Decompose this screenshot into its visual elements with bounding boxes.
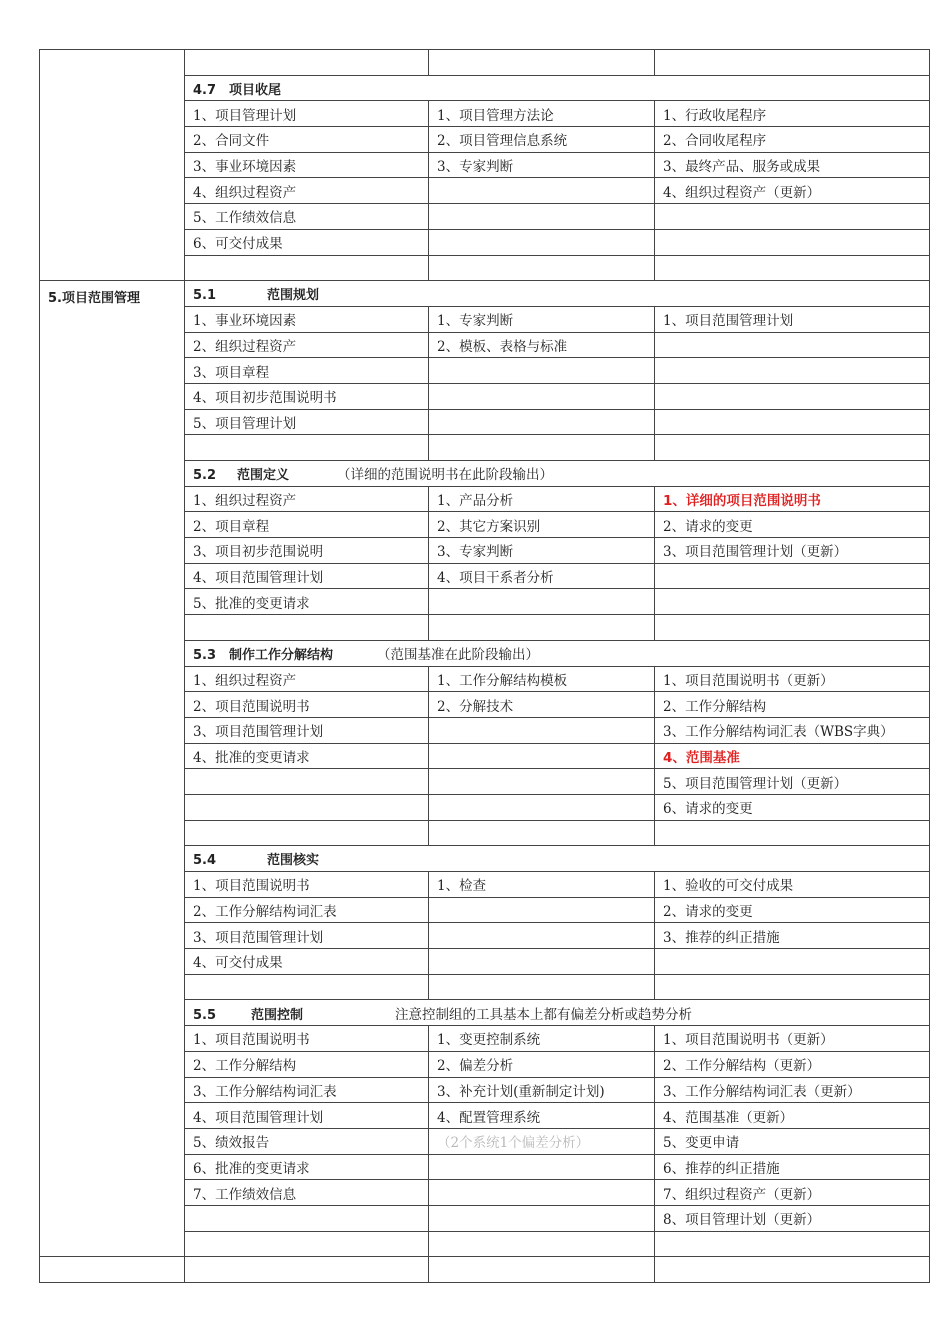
input-cell: 1、项目范围说明书 <box>185 1026 429 1052</box>
input-cell: 3、事业环境因素 <box>185 152 429 178</box>
output-cell: 4、组织过程资产（更新） <box>655 178 930 204</box>
output-cell: 3、最终产品、服务或成果 <box>655 152 930 178</box>
output-cell <box>655 383 930 409</box>
output-cell: 2、工作分解结构 <box>655 692 930 718</box>
tool-cell <box>429 383 655 409</box>
process-table <box>39 49 930 1283</box>
tool-cell <box>429 409 655 435</box>
input-cell: 3、项目范围管理计划 <box>185 923 429 949</box>
input-cell: 5、绩效报告 <box>185 1128 429 1154</box>
input-cell: 2、项目章程 <box>185 512 429 538</box>
tool-cell <box>429 204 655 230</box>
input-cell: 1、事业环境因素 <box>185 306 429 332</box>
tool-cell: 2、模板、表格与标准 <box>429 332 655 358</box>
chapter-label: 5.项目范围管理 <box>40 281 185 1257</box>
tool-cell: 1、检查 <box>429 872 655 898</box>
output-cell: 1、项目范围说明书（更新） <box>655 666 930 692</box>
section-number: 5.2 <box>193 468 217 484</box>
output-cell: 3、工作分解结构词汇表（WBS字典） <box>655 717 930 743</box>
output-cell <box>655 229 930 255</box>
tool-cell <box>429 949 655 975</box>
tool-cell <box>429 743 655 769</box>
tool-cell: 1、项目管理方法论 <box>429 101 655 127</box>
tool-cell: 1、专家判断 <box>429 306 655 332</box>
output-cell: 3、工作分解结构词汇表（更新） <box>655 1077 930 1103</box>
input-cell: 2、组织过程资产 <box>185 332 429 358</box>
input-cell: 1、组织过程资产 <box>185 486 429 512</box>
output-cell <box>655 332 930 358</box>
input-cell: 5、工作绩效信息 <box>185 204 429 230</box>
input-cell: 1、项目管理计划 <box>185 101 429 127</box>
tool-cell: 1、工作分解结构模板 <box>429 666 655 692</box>
tool-cell <box>429 794 655 820</box>
input-cell <box>185 1205 429 1231</box>
section-title: 范围定义 <box>237 468 290 484</box>
tool-cell <box>429 1180 655 1206</box>
input-cell: 4、可交付成果 <box>185 949 429 975</box>
input-cell: 5、项目管理计划 <box>185 409 429 435</box>
input-cell: 4、项目范围管理计划 <box>185 1103 429 1129</box>
tool-cell <box>429 178 655 204</box>
section-title: 范围核实 <box>267 853 320 869</box>
tool-cell: 1、产品分析 <box>429 486 655 512</box>
output-cell <box>655 589 930 615</box>
section-header-5-1 <box>40 281 930 307</box>
output-cell <box>655 204 930 230</box>
input-cell: 3、工作分解结构词汇表 <box>185 1077 429 1103</box>
input-cell: 6、批准的变更请求 <box>185 1154 429 1180</box>
input-cell: 1、项目范围说明书 <box>185 872 429 898</box>
output-cell: 8、项目管理计划（更新） <box>655 1205 930 1231</box>
input-cell: 3、项目章程 <box>185 358 429 384</box>
output-cell: 1、项目范围说明书（更新） <box>655 1026 930 1052</box>
output-cell: 5、项目范围管理计划（更新） <box>655 769 930 795</box>
input-cell: 6、可交付成果 <box>185 229 429 255</box>
section-number: 5.4 <box>193 853 217 869</box>
tool-cell <box>429 717 655 743</box>
tool-cell <box>429 769 655 795</box>
tool-cell: 2、其它方案识别 <box>429 512 655 538</box>
output-cell: 6、推荐的纠正措施 <box>655 1154 930 1180</box>
tool-cell <box>429 229 655 255</box>
output-cell: 4、范围基准（更新） <box>655 1103 930 1129</box>
output-cell: 5、变更申请 <box>655 1128 930 1154</box>
output-cell: 2、工作分解结构（更新） <box>655 1051 930 1077</box>
tool-cell: 2、偏差分析 <box>429 1051 655 1077</box>
section-title: 范围控制 <box>251 1007 304 1023</box>
output-cell-highlight: 1、详细的项目范围说明书 <box>655 486 930 512</box>
input-cell: 4、项目范围管理计划 <box>185 563 429 589</box>
section-title: 范围规划 <box>267 288 320 304</box>
input-cell: 2、工作分解结构词汇表 <box>185 897 429 923</box>
output-cell-highlight: 4、范围基准 <box>655 743 930 769</box>
input-cell <box>185 794 429 820</box>
tool-cell <box>429 1205 655 1231</box>
tool-note-cell: （2个系统1个偏差分析） <box>429 1128 655 1154</box>
input-cell: 4、项目初步范围说明书 <box>185 383 429 409</box>
output-cell: 1、验收的可交付成果 <box>655 872 930 898</box>
tool-cell: 4、项目干系者分析 <box>429 563 655 589</box>
section-number: 4.7 <box>193 82 217 98</box>
output-cell <box>655 949 930 975</box>
tool-cell <box>429 358 655 384</box>
output-cell <box>655 358 930 384</box>
section-number: 5.1 <box>193 288 217 304</box>
input-cell: 2、项目范围说明书 <box>185 692 429 718</box>
tool-cell: 3、专家判断 <box>429 538 655 564</box>
output-cell: 7、组织过程资产（更新） <box>655 1180 930 1206</box>
output-cell: 6、请求的变更 <box>655 794 930 820</box>
output-cell: 1、项目范围管理计划 <box>655 306 930 332</box>
output-cell <box>655 563 930 589</box>
section-title: 制作工作分解结构 <box>229 648 334 664</box>
output-cell: 2、合同收尾程序 <box>655 127 930 153</box>
tool-cell: 1、变更控制系统 <box>429 1026 655 1052</box>
section-number: 5.5 <box>193 1007 217 1023</box>
table-row <box>40 1257 930 1283</box>
section-note: （详细的范围说明书在此阶段输出） <box>337 467 553 484</box>
section-note: （范围基准在此阶段输出） <box>377 647 539 664</box>
input-cell: 3、项目初步范围说明 <box>185 538 429 564</box>
input-cell: 4、批准的变更请求 <box>185 743 429 769</box>
section-note: 注意控制组的工具基本上都有偏差分析或趋势分析 <box>395 1006 692 1023</box>
tool-cell: 3、专家判断 <box>429 152 655 178</box>
output-cell <box>655 409 930 435</box>
section-number: 5.3 <box>193 648 217 664</box>
chapter-cell-empty <box>40 50 185 281</box>
tool-cell: 4、配置管理系统 <box>429 1103 655 1129</box>
tool-cell: 2、分解技术 <box>429 692 655 718</box>
input-cell: 2、合同文件 <box>185 127 429 153</box>
table-row <box>40 50 930 76</box>
tool-cell <box>429 897 655 923</box>
input-cell: 1、组织过程资产 <box>185 666 429 692</box>
tool-cell: 3、补充计划(重新制定计划) <box>429 1077 655 1103</box>
tool-cell <box>429 589 655 615</box>
input-cell: 7、工作绩效信息 <box>185 1180 429 1206</box>
tool-cell: 2、项目管理信息系统 <box>429 127 655 153</box>
output-cell: 3、推荐的纠正措施 <box>655 923 930 949</box>
input-cell: 5、批准的变更请求 <box>185 589 429 615</box>
input-cell <box>185 769 429 795</box>
output-cell: 2、请求的变更 <box>655 897 930 923</box>
input-cell: 2、工作分解结构 <box>185 1051 429 1077</box>
output-cell: 2、请求的变更 <box>655 512 930 538</box>
section-title: 项目收尾 <box>229 82 282 98</box>
input-cell: 4、组织过程资产 <box>185 178 429 204</box>
tool-cell <box>429 923 655 949</box>
input-cell: 3、项目范围管理计划 <box>185 717 429 743</box>
output-cell: 3、项目范围管理计划（更新） <box>655 538 930 564</box>
tool-cell <box>429 1154 655 1180</box>
output-cell: 1、行政收尾程序 <box>655 101 930 127</box>
